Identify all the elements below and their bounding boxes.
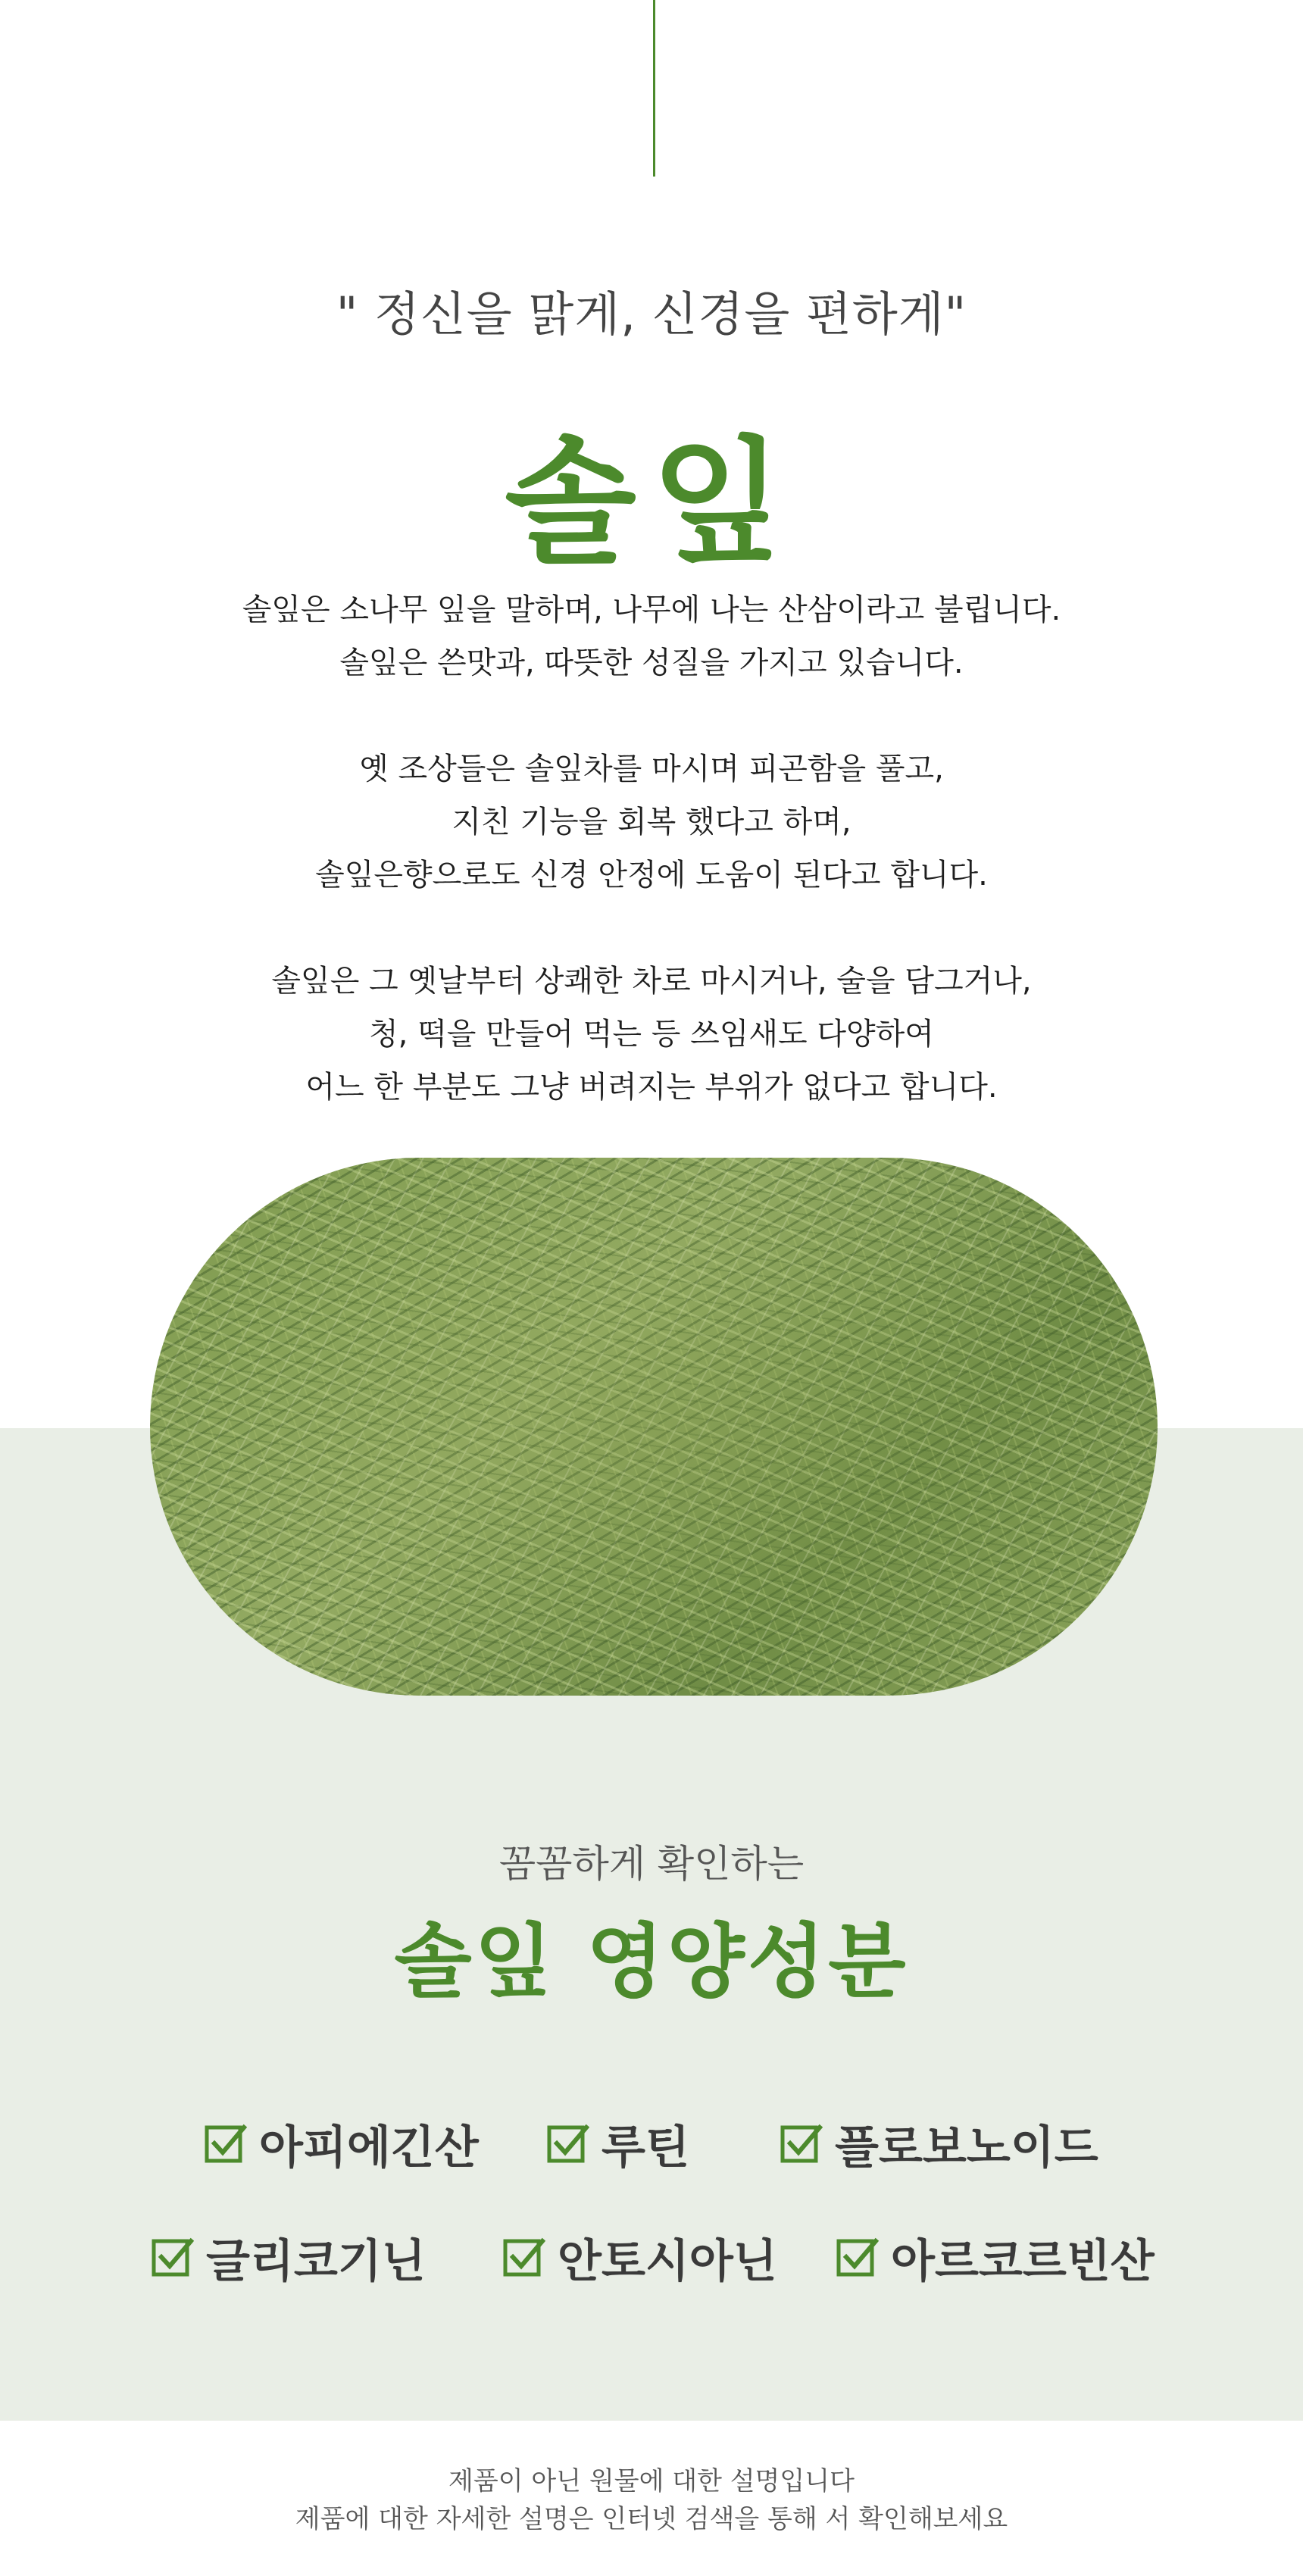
description-line: 솔잎은향으로도 신경 안정에 도움이 된다고 합니다.	[315, 858, 988, 893]
checkbox-check-icon	[780, 2123, 823, 2165]
nutrient-label: 안토시아닌	[558, 2235, 777, 2288]
checkbox-check-icon	[205, 2123, 247, 2165]
description-line: 지친 기능을 회복 했다고 하며,	[452, 805, 851, 839]
nutrient-item	[503, 2227, 777, 2288]
description-line: 옛 조상들은 솔잎차를 마시며 피곤함을 풀고,	[359, 752, 944, 786]
nutrient-label: 루틴	[602, 2121, 689, 2174]
nutrient-label: 플로보노이드	[835, 2121, 1098, 2174]
top-divider-line	[653, 0, 655, 177]
nutrient-label: 아르코르빈산	[891, 2235, 1155, 2288]
nutrient-item	[152, 2227, 426, 2288]
description-line: 솔잎은 쓴맛과, 따뜻한 성질을 가지고 있습니다.	[339, 646, 964, 680]
pine-needle-photo	[150, 1158, 1158, 1696]
footer-note	[0, 2462, 1303, 2538]
nutrient-item	[205, 2114, 479, 2174]
nutrient-item	[547, 2114, 689, 2174]
nutrient-label: 아피에긴산	[259, 2121, 479, 2174]
checkbox-check-icon	[836, 2237, 879, 2279]
checkbox-check-icon	[503, 2237, 545, 2279]
nutrient-item	[836, 2227, 1155, 2288]
nutrient-item	[780, 2114, 1098, 2174]
nutrient-label: 글리코기닌	[206, 2235, 426, 2288]
nutrition-title: 솔잎 영양성분	[394, 1915, 909, 2009]
footer-line: 제품이 아닌 원물에 대한 설명입니다	[448, 2466, 855, 2496]
description-line: 청, 떡을 만들어 먹는 등 쓰임새도 다양하여	[369, 1017, 934, 1052]
tagline: " 정신을 맑게, 신경을 편하게"	[336, 286, 967, 342]
description-line: 솔잎은 소나무 잎을 말하며, 나무에 나는 산삼이라고 불립니다.	[242, 592, 1061, 627]
footer-line: 제품에 대한 자세한 설명은 인터넷 검색을 통해 서 확인해보세요	[295, 2504, 1008, 2534]
nutrition-subtitle: 꼼꼼하게 확인하는	[498, 1842, 805, 1886]
description	[0, 583, 1303, 1114]
page-title: 솔잎	[505, 423, 798, 583]
checkbox-check-icon	[152, 2237, 194, 2279]
description-line: 솔잎은 그 옛날부터 상쾌한 차로 마시거나, 술을 담그거나,	[271, 964, 1032, 999]
checkbox-check-icon	[547, 2123, 589, 2165]
description-line: 어느 한 부분도 그냥 버려지는 부위가 없다고 합니다.	[305, 1070, 998, 1105]
